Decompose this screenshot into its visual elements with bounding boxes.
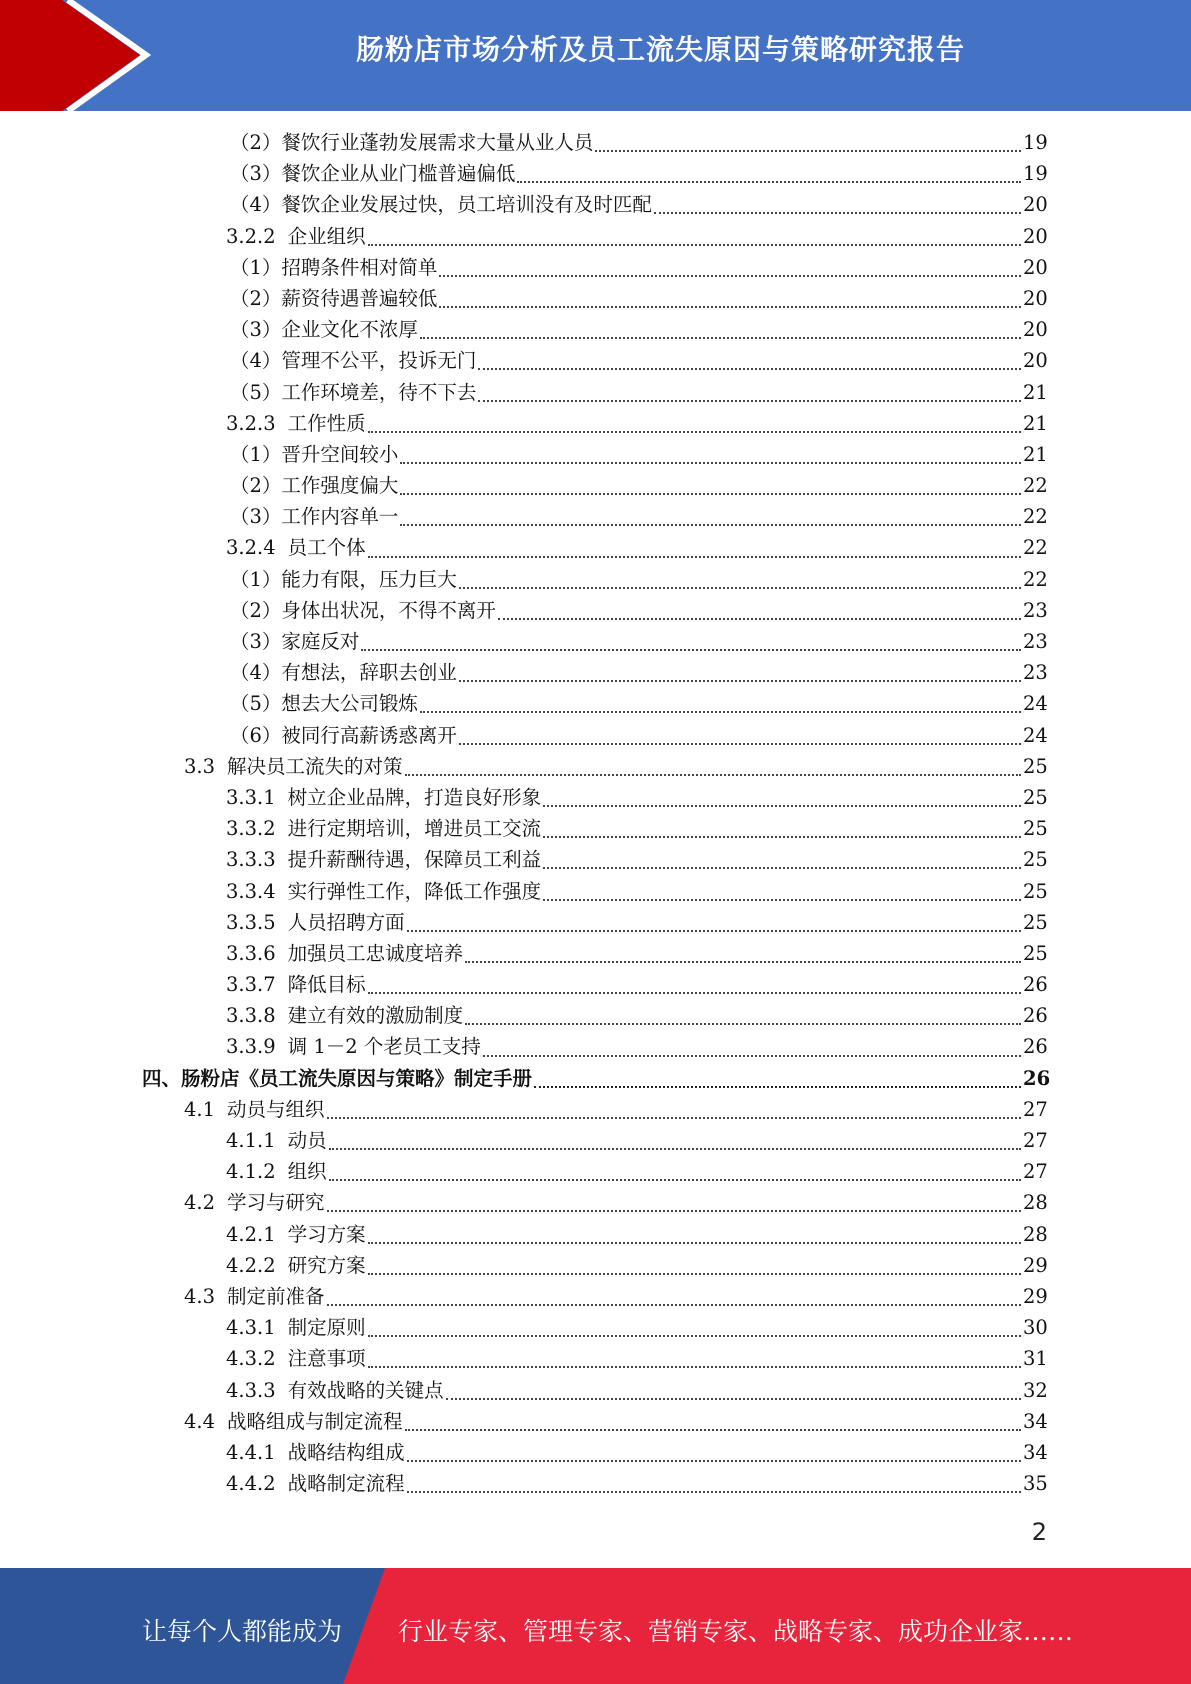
toc-entry-title: （2）薪资待遇普遍较低 bbox=[230, 286, 438, 310]
toc-entry-title: 解决员工流失的对策 bbox=[227, 754, 403, 778]
toc-entry-title: （2）餐饮行业蓬勃发展需求大量从业人员 bbox=[230, 131, 594, 154]
toc-entry-page: 22 bbox=[1023, 567, 1048, 591]
toc-dot-leader bbox=[327, 1209, 1021, 1212]
toc-entry-title: （4）餐饮企业发展过快，员工培训没有及时匹配 bbox=[230, 193, 652, 217]
toc-dot-leader bbox=[407, 929, 1021, 932]
toc-entry-page: 35 bbox=[1023, 1472, 1048, 1496]
table-of-contents bbox=[0, 127, 1191, 1499]
toc-dot-leader bbox=[368, 1241, 1021, 1244]
toc-entry-title: 动员与组织 bbox=[227, 1097, 325, 1121]
toc-dot-leader bbox=[405, 773, 1021, 776]
toc-entry[interactable] bbox=[0, 345, 1191, 376]
toc-entry-title: （1）晋升空间较小 bbox=[230, 442, 399, 466]
toc-entry[interactable] bbox=[0, 1031, 1191, 1062]
toc-dot-leader bbox=[368, 430, 1021, 433]
toc-entry-title: 动员 bbox=[287, 1129, 327, 1152]
toc-entry[interactable] bbox=[0, 720, 1191, 751]
toc-dot-leader bbox=[361, 648, 1021, 651]
toc-entry-number: 4.4.2 bbox=[226, 1472, 276, 1496]
toc-dot-leader bbox=[439, 274, 1021, 277]
toc-entry[interactable] bbox=[0, 1312, 1191, 1343]
toc-entry-page: 25 bbox=[1023, 817, 1048, 841]
toc-entry-page: 25 bbox=[1023, 910, 1048, 934]
toc-entry-page: 31 bbox=[1023, 1347, 1048, 1371]
toc-entry-number: 4.2.1 bbox=[226, 1222, 276, 1246]
toc-entry-page: 22 bbox=[1023, 474, 1048, 498]
toc-dot-leader bbox=[400, 492, 1021, 495]
toc-dot-leader bbox=[329, 1147, 1021, 1150]
toc-entry-page: 30 bbox=[1023, 1316, 1048, 1340]
toc-entry[interactable] bbox=[0, 1063, 1191, 1094]
header-arrow-decoration bbox=[0, 0, 200, 111]
toc-dot-leader bbox=[407, 1490, 1021, 1493]
toc-entry-page: 25 bbox=[1023, 848, 1048, 872]
toc-dot-leader bbox=[543, 804, 1021, 807]
toc-entry-page: 20 bbox=[1023, 224, 1048, 248]
toc-entry[interactable] bbox=[0, 127, 1191, 158]
toc-entry[interactable] bbox=[0, 1250, 1191, 1281]
toc-entry-title: 加强员工忠诚度培养 bbox=[287, 941, 464, 965]
toc-entry-title: （2）身体出状况，不得不离开 bbox=[230, 598, 496, 622]
toc-entry-number: 4.1 bbox=[184, 1097, 216, 1121]
toc-entry[interactable] bbox=[0, 969, 1191, 1000]
toc-entry[interactable] bbox=[0, 1219, 1191, 1250]
toc-entry-number: 4.3 bbox=[184, 1284, 216, 1308]
toc-entry-title: 研究方案 bbox=[287, 1253, 366, 1277]
toc-entry-page: 26 bbox=[1023, 1004, 1048, 1028]
toc-entry[interactable] bbox=[0, 938, 1191, 969]
toc-entry-title: （6）被同行高薪诱惑离开 bbox=[230, 723, 457, 747]
toc-entry-title: （3）餐饮企业从业门槛普遍偏低 bbox=[230, 162, 516, 186]
toc-entry-page: 32 bbox=[1023, 1378, 1048, 1402]
toc-dot-leader bbox=[368, 1334, 1021, 1337]
toc-dot-leader bbox=[478, 367, 1021, 370]
toc-entry-title: 企业组织 bbox=[287, 224, 366, 248]
toc-entry[interactable] bbox=[0, 1187, 1191, 1218]
footer-slogan-right: 行业专家、管理专家、营销专家、战略专家、成功企业家…… bbox=[398, 1617, 1074, 1646]
toc-entry[interactable] bbox=[0, 283, 1191, 314]
toc-entry-number: 4.1.1 bbox=[226, 1129, 276, 1152]
toc-entry-title: 制定原则 bbox=[287, 1316, 366, 1340]
toc-entry[interactable] bbox=[0, 1468, 1191, 1499]
toc-dot-leader bbox=[405, 1428, 1021, 1431]
toc-dot-leader bbox=[368, 1272, 1021, 1275]
toc-entry-title: 组织 bbox=[287, 1160, 327, 1184]
page-header bbox=[0, 0, 1191, 111]
toc-dot-leader bbox=[543, 898, 1021, 901]
toc-dot-leader bbox=[483, 1054, 1021, 1057]
toc-entry-page: 19 bbox=[1023, 131, 1048, 154]
toc-entry[interactable] bbox=[0, 501, 1191, 532]
toc-entry[interactable] bbox=[0, 876, 1191, 907]
page-footer bbox=[0, 1568, 1191, 1684]
toc-entry-page: 19 bbox=[1023, 162, 1048, 186]
toc-dot-leader bbox=[498, 617, 1021, 620]
toc-entry-title: 实行弹性工作，降低工作强度 bbox=[287, 879, 542, 903]
toc-entry[interactable] bbox=[0, 532, 1191, 563]
toc-dot-leader bbox=[368, 991, 1021, 994]
toc-dot-leader bbox=[368, 1365, 1021, 1368]
toc-dot-leader bbox=[543, 835, 1021, 838]
toc-entry[interactable] bbox=[0, 1375, 1191, 1406]
toc-entry-number: 3.2.2 bbox=[226, 224, 276, 248]
toc-entry-title: 有效战略的关键点 bbox=[287, 1378, 444, 1402]
toc-dot-leader bbox=[595, 149, 1021, 152]
toc-entry-page: 25 bbox=[1023, 754, 1048, 778]
toc-entry-page: 26 bbox=[1023, 1066, 1051, 1090]
toc-entry[interactable] bbox=[0, 1281, 1191, 1312]
toc-entry-number: 3.3.9 bbox=[226, 1035, 276, 1059]
page-number: 2 bbox=[1031, 1518, 1047, 1546]
toc-entry-title: 提升薪酬待遇，保障员工利益 bbox=[287, 848, 542, 872]
toc-entry-page: 29 bbox=[1023, 1253, 1048, 1277]
toc-entry-title: （5）工作环境差，待不下去 bbox=[230, 380, 477, 404]
toc-entry-title: （2）工作强度偏大 bbox=[230, 474, 399, 498]
toc-entry[interactable] bbox=[0, 782, 1191, 813]
toc-entry[interactable] bbox=[0, 1094, 1191, 1125]
toc-entry-title: 学习与研究 bbox=[227, 1191, 325, 1215]
toc-entry-number: 3.3.5 bbox=[226, 910, 276, 934]
toc-entry[interactable] bbox=[0, 657, 1191, 688]
toc-entry-page: 27 bbox=[1023, 1160, 1048, 1184]
toc-entry-number: 3.2.4 bbox=[226, 536, 276, 560]
toc-entry-number: 3.3.3 bbox=[226, 848, 276, 872]
toc-entry-page: 28 bbox=[1023, 1222, 1048, 1246]
toc-entry-page: 34 bbox=[1023, 1440, 1048, 1464]
toc-entry-number: 4.1.2 bbox=[226, 1160, 276, 1184]
toc-entry-title: （3）企业文化不浓厚 bbox=[230, 318, 418, 342]
toc-entry-page: 21 bbox=[1023, 442, 1048, 466]
toc-entry-number: 3.2.3 bbox=[226, 411, 276, 435]
toc-entry-page: 20 bbox=[1023, 318, 1048, 342]
toc-entry-title: 员工个体 bbox=[287, 536, 366, 560]
toc-dot-leader bbox=[534, 1085, 1021, 1088]
toc-entry-page: 25 bbox=[1023, 941, 1048, 965]
toc-entry-number: 4.3.2 bbox=[226, 1347, 276, 1371]
toc-entry-page: 20 bbox=[1023, 193, 1048, 217]
toc-entry-title: （3）工作内容单一 bbox=[230, 505, 399, 529]
toc-entry-title: 建立有效的激励制度 bbox=[287, 1004, 464, 1028]
toc-entry[interactable] bbox=[0, 377, 1191, 408]
toc-entry[interactable] bbox=[0, 907, 1191, 938]
footer-slogan-left: 让每个人都能成为 bbox=[142, 1617, 343, 1646]
toc-entry-title: 注意事项 bbox=[287, 1347, 366, 1371]
toc-entry[interactable] bbox=[0, 595, 1191, 626]
toc-entry-page: 22 bbox=[1023, 536, 1048, 560]
toc-entry-number: 4.4.1 bbox=[226, 1440, 276, 1464]
toc-entry[interactable] bbox=[0, 1437, 1191, 1468]
toc-entry-page: 23 bbox=[1023, 598, 1048, 622]
toc-entry-number: 3.3 bbox=[184, 754, 216, 778]
toc-entry-title: （1）能力有限，压力巨大 bbox=[230, 567, 457, 591]
toc-entry-page: 26 bbox=[1023, 1035, 1048, 1059]
toc-entry-title: （1）招聘条件相对简单 bbox=[230, 255, 438, 279]
toc-dot-leader bbox=[407, 1459, 1021, 1462]
toc-entry-page: 20 bbox=[1023, 286, 1048, 310]
toc-entry-title: 制定前准备 bbox=[227, 1284, 325, 1308]
toc-entry-title: 降低目标 bbox=[287, 973, 366, 997]
toc-entry-page: 21 bbox=[1023, 380, 1048, 404]
toc-entry-number: 4.3.3 bbox=[226, 1378, 276, 1402]
toc-dot-leader bbox=[465, 960, 1021, 963]
toc-entry-page: 25 bbox=[1023, 879, 1048, 903]
toc-dot-leader bbox=[420, 336, 1021, 339]
toc-entry-page: 24 bbox=[1023, 692, 1048, 716]
toc-entry[interactable] bbox=[0, 688, 1191, 719]
toc-entry-number: 3.3.2 bbox=[226, 817, 276, 841]
toc-entry-page: 27 bbox=[1023, 1097, 1048, 1121]
toc-dot-leader bbox=[543, 866, 1021, 869]
toc-entry-page: 26 bbox=[1023, 973, 1048, 997]
toc-entry-title: 战略组成与制定流程 bbox=[227, 1409, 403, 1433]
toc-dot-leader bbox=[654, 211, 1021, 214]
toc-entry-title: 战略结构组成 bbox=[287, 1440, 405, 1464]
toc-entry-page: 20 bbox=[1023, 349, 1048, 373]
toc-dot-leader bbox=[400, 461, 1021, 464]
toc-dot-leader bbox=[420, 710, 1021, 713]
toc-entry[interactable] bbox=[0, 1406, 1191, 1437]
toc-entry-title: 四、肠粉店《员工流失原因与策略》制定手册 bbox=[142, 1066, 533, 1090]
toc-dot-leader bbox=[327, 1116, 1021, 1119]
toc-entry-title: 进行定期培训，增进员工交流 bbox=[287, 817, 542, 841]
toc-entry-title: （5）想去大公司锻炼 bbox=[230, 692, 418, 716]
toc-entry-page: 25 bbox=[1023, 785, 1048, 809]
toc-entry[interactable] bbox=[0, 314, 1191, 345]
toc-entry-title: 战略制定流程 bbox=[287, 1472, 405, 1496]
toc-entry-number: 3.3.7 bbox=[226, 973, 276, 997]
toc-entry-title: 人员招聘方面 bbox=[287, 910, 405, 934]
toc-entry-page: 24 bbox=[1023, 723, 1048, 747]
toc-entry[interactable] bbox=[0, 564, 1191, 595]
toc-dot-leader bbox=[439, 305, 1021, 308]
toc-entry-title: 树立企业品牌，打造良好形象 bbox=[287, 785, 542, 809]
toc-entry-number: 4.2 bbox=[184, 1191, 216, 1215]
toc-entry-title: （3）家庭反对 bbox=[230, 630, 360, 653]
toc-entry-page: 34 bbox=[1023, 1409, 1048, 1433]
toc-dot-leader bbox=[459, 742, 1021, 745]
toc-entry[interactable] bbox=[0, 751, 1191, 782]
toc-dot-leader bbox=[465, 1022, 1021, 1025]
toc-entry-number: 4.2.2 bbox=[226, 1253, 276, 1277]
toc-entry-page: 21 bbox=[1023, 411, 1048, 435]
toc-entry[interactable] bbox=[0, 626, 1191, 657]
toc-entry[interactable] bbox=[0, 158, 1191, 189]
toc-entry-page: 20 bbox=[1023, 255, 1048, 279]
toc-entry[interactable] bbox=[0, 813, 1191, 844]
toc-dot-leader bbox=[459, 586, 1021, 589]
toc-entry[interactable] bbox=[0, 189, 1191, 220]
toc-entry-page: 27 bbox=[1023, 1129, 1048, 1152]
toc-entry-title: 工作性质 bbox=[287, 411, 366, 435]
toc-entry[interactable] bbox=[0, 408, 1191, 439]
toc-entry[interactable] bbox=[0, 221, 1191, 252]
toc-dot-leader bbox=[368, 243, 1021, 246]
toc-entry-number: 3.3.8 bbox=[226, 1004, 276, 1028]
toc-entry-page: 22 bbox=[1023, 505, 1048, 529]
toc-entry-number: 4.4 bbox=[184, 1409, 216, 1433]
toc-entry[interactable] bbox=[0, 1000, 1191, 1031]
toc-entry-page: 23 bbox=[1023, 630, 1048, 653]
toc-entry[interactable] bbox=[0, 1343, 1191, 1374]
toc-entry[interactable] bbox=[0, 844, 1191, 875]
toc-dot-leader bbox=[517, 180, 1021, 183]
toc-entry-title: 学习方案 bbox=[287, 1222, 366, 1246]
toc-dot-leader bbox=[368, 555, 1021, 558]
toc-entry-title: （4）有想法，辞职去创业 bbox=[230, 661, 457, 685]
toc-dot-leader bbox=[459, 679, 1021, 682]
toc-entry-title: （4）管理不公平，投诉无门 bbox=[230, 349, 477, 373]
report-title: 肠粉店市场分析及员工流失原因与策略研究报告 bbox=[355, 33, 965, 66]
toc-entry[interactable] bbox=[0, 1156, 1191, 1187]
toc-entry[interactable] bbox=[0, 1125, 1191, 1156]
toc-entry-title: 调 1－2 个老员工支持 bbox=[287, 1035, 481, 1059]
toc-entry[interactable] bbox=[0, 439, 1191, 470]
toc-dot-leader bbox=[400, 523, 1021, 526]
toc-dot-leader bbox=[446, 1397, 1021, 1400]
toc-entry-number: 4.3.1 bbox=[226, 1316, 276, 1340]
toc-dot-leader bbox=[329, 1178, 1021, 1181]
toc-entry-number: 3.3.1 bbox=[226, 785, 276, 809]
toc-entry-number: 3.3.6 bbox=[226, 941, 276, 965]
toc-entry-page: 28 bbox=[1023, 1191, 1048, 1215]
toc-entry[interactable] bbox=[0, 470, 1191, 501]
toc-entry-number: 3.3.4 bbox=[226, 879, 276, 903]
toc-entry-page: 29 bbox=[1023, 1284, 1048, 1308]
toc-dot-leader bbox=[478, 399, 1021, 402]
toc-entry-page: 23 bbox=[1023, 661, 1048, 685]
toc-entry[interactable] bbox=[0, 252, 1191, 283]
toc-dot-leader bbox=[327, 1303, 1021, 1306]
